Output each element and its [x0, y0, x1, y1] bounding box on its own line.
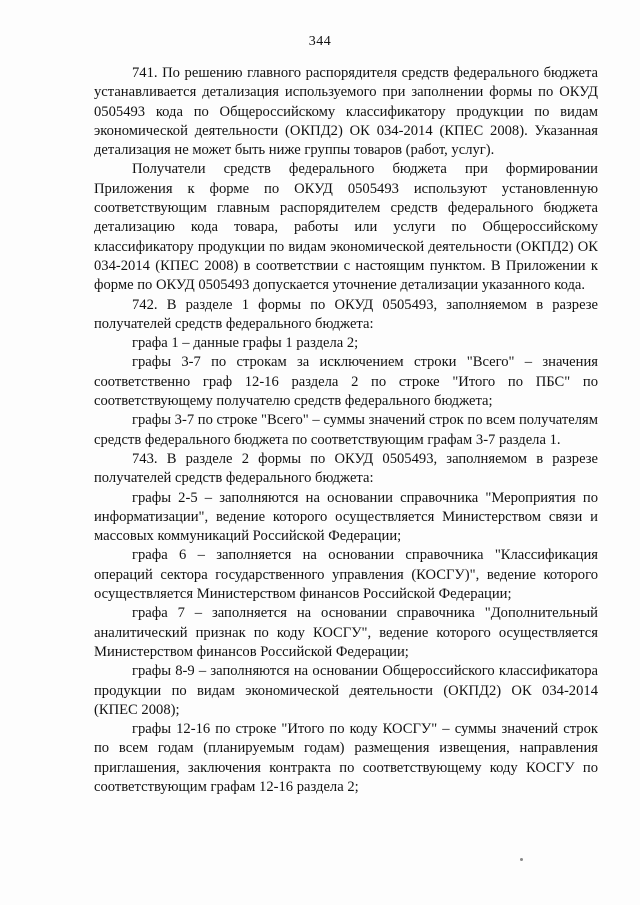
paragraph-742: 742. В разделе 1 формы по ОКУД 0505493, заполняемом в разрезе получателей средств федерального бюджета:: [94, 296, 598, 332]
scan-speck: [520, 858, 523, 861]
paragraph-743-column-7: графа 7 – заполняется на основании справочника "Дополнительный аналитический признак по коду КОСГУ", ведение которого осуществляется Министерством финансов Российской Федерации;: [94, 605, 598, 660]
paragraph-743-columns-12-16: графы 12-16 по строке "Итого по коду КОСГУ" – суммы значений строк по всем годам (планируемым годам) размещения извещения, направления приглашения, заключения контракта по соответствующему коду КОСГУ по соответствующим графам 12-16 раздела 2;: [94, 721, 598, 795]
page-number: 344: [308, 34, 332, 49]
paragraph-743-column-6: графа 6 – заполняется на основании справочника "Классификация операций сектора государственного управления (КОСГУ)", ведение которого осуществляется Министерством финансов Российской Федерации;: [94, 547, 598, 603]
paragraph-743-columns-2-5: графы 2-5 – заполняются на основании справочника "Мероприятия по информатизации", ведение которого осуществляется Министерством связи и массовых коммуникаций Российской Федерации;: [94, 489, 598, 545]
document-body: [94, 64, 598, 797]
paragraph-743-columns-8-9: графы 8-9 – заполняются на основании Общероссийского классификатора продукции по видам экономической деятельности (ОКПД2) ОК 034-2014 (КПЕС 2008);: [94, 663, 598, 718]
paragraph-742-columns-3-7-rows: графы 3-7 по строкам за исключением строки "Всего" – значения соответственно граф 12-16 раздела 2 по строке "Итого по ПБС" по соответствующему получателю средств федерального бюджета;: [94, 354, 598, 410]
paragraph-742-column-1: графа 1 – данные графы 1 раздела 2;: [132, 335, 359, 352]
paragraph-743: 743. В разделе 2 формы по ОКУД 0505493, заполняемом в разрезе получателей средств федерального бюджета:: [94, 450, 598, 487]
paragraph-741: 741. По решению главного распорядителя средств федерального бюджета устанавливается детализация используемого при заполнении формы по ОКУД 0505493 кода по Общероссийскому классификатору продукции по видам экономической деятельности (ОКПД2) ОК 034-2014 (КПЕС 2008). Указанная детализация не может быть ниже группы товаров (работ, услуг).: [94, 65, 598, 159]
paragraph-741-recipients: Получатели средств федерального бюджета при формировании Приложения к форме по ОКУД 0505493 используют установленную соответствующим главным распорядителем средств федерального бюджета детализацию кода товара, работы или услуги по Общероссийскому классификатору продукции по видам экономической деятельности (ОКПД2) ОК 034-2014 (КПЕС 2008) в соответствии с настоящим пунктом. В Приложении к форме по ОКУД 0505493 допускается уточнение детализации указанного кода.: [94, 161, 598, 294]
paragraph-742-columns-3-7-total: графы 3-7 по строке "Всего" – суммы значений строк по всем получателям средств федерального бюджета по соответствующим графам 3-7 раздела 1.: [94, 412, 598, 448]
